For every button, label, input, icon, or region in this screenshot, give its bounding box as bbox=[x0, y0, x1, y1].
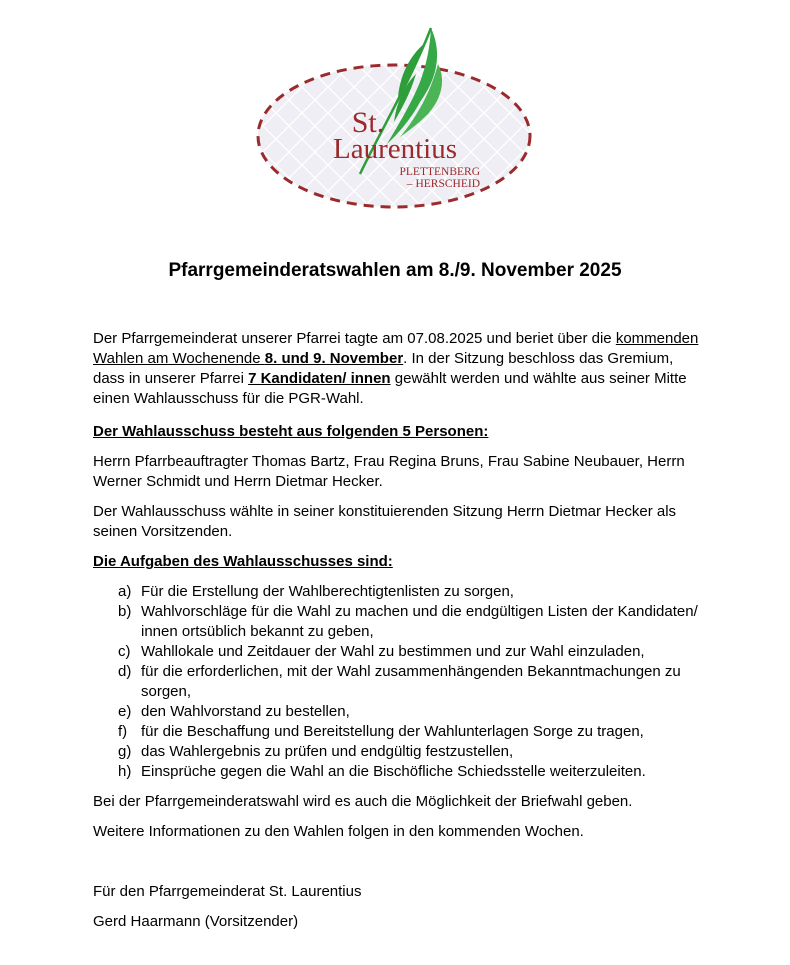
intro-paragraph bbox=[93, 329, 708, 409]
list-marker: e) bbox=[118, 703, 132, 720]
intro-underlined: kommenden Wahlen am Wochenende bbox=[93, 330, 699, 367]
signature: Gerd Haarmann (Vorsitzender) bbox=[93, 913, 299, 930]
list-marker: a) bbox=[118, 583, 132, 600]
list-item-text: Wahlvorschläge für die Wahl zu machen und die endgültigen Listen der Kandidaten/ innen ortsüblich bekannt zu geben, bbox=[141, 603, 698, 640]
list-item bbox=[93, 662, 708, 702]
parish-logo bbox=[250, 22, 540, 214]
list-item bbox=[93, 602, 708, 642]
list-item-text: Einsprüche gegen die Wahl an die Bischöfliche Schiedsstelle weiterzuleiten. bbox=[141, 763, 646, 780]
committee-heading: Der Wahlausschuss besteht aus folgenden 5 Personen: bbox=[93, 423, 489, 440]
list-item-text: für die Beschaffung und Bereitstellung der Wahlunterlagen Sorge zu tragen, bbox=[141, 723, 644, 740]
logo-text-plettenberg: PLETTENBERG bbox=[399, 166, 480, 178]
briefwahl-paragraph: Bei der Pfarrgemeinderatswahl wird es auch die Möglichkeit der Briefwahl geben. bbox=[93, 793, 633, 810]
list-marker: f) bbox=[118, 723, 128, 740]
list-marker: b) bbox=[118, 603, 132, 620]
chair-paragraph: Der Wahlausschuss wählte in seiner konstituierenden Sitzung Herrn Dietmar Hecker als seinen Vorsitzenden. bbox=[93, 503, 677, 540]
intro-date-bold: 8. und 9. November bbox=[264, 350, 404, 367]
page-title: Pfarrgemeinderatswahlen am 8./9. November 2025 bbox=[168, 260, 622, 281]
list-marker: h) bbox=[118, 763, 132, 780]
tasks-heading: Die Aufgaben des Wahlausschusses sind: bbox=[93, 553, 393, 570]
tasks-list bbox=[93, 582, 708, 782]
list-item bbox=[93, 742, 708, 762]
intro-text-2: . In der Sitzung beschloss das Gremium, dass in unserer Pfarrei bbox=[93, 350, 674, 387]
list-marker: c) bbox=[118, 643, 131, 660]
committee-members: Herrn Pfarrbeauftragter Thomas Bartz, Frau Regina Bruns, Frau Sabine Neubauer, Herrn Werner Schmidt und Herrn Dietmar Hecker. bbox=[93, 453, 685, 490]
intro-text-1: Der Pfarrgemeinderat unserer Pfarrei tagte am 07.08.2025 und beriet über die bbox=[93, 330, 616, 347]
intro-candidates-bold: 7 Kandidaten/ innen bbox=[248, 370, 391, 387]
list-item-text: Für die Erstellung der Wahlberechtigtenlisten zu sorgen, bbox=[141, 583, 514, 600]
list-item bbox=[93, 642, 708, 662]
list-item-text: den Wahlvorstand zu bestellen, bbox=[141, 703, 350, 720]
parish-logo-graphic bbox=[250, 22, 540, 214]
logo-text-st: St. bbox=[351, 106, 385, 139]
list-item bbox=[93, 582, 708, 602]
list-item bbox=[93, 702, 708, 722]
list-item-text: für die erforderlichen, mit der Wahl zusammenhängenden Bekanntmachungen zu sorgen, bbox=[141, 663, 681, 700]
list-item bbox=[93, 762, 708, 782]
list-marker: d) bbox=[118, 663, 132, 680]
letter-body bbox=[93, 329, 708, 932]
intro-text-3: gewählt werden und wählte aus seiner Mitte einen Wahlausschuss für die PGR-Wahl. bbox=[93, 370, 687, 407]
logo-text-laurentius: Laurentius bbox=[332, 133, 458, 165]
more-info-paragraph: Weitere Informationen zu den Wahlen folgen in den kommenden Wochen. bbox=[93, 823, 584, 840]
list-item-text: Wahllokale und Zeitdauer der Wahl zu bestimmen und zur Wahl einzuladen, bbox=[141, 643, 645, 660]
list-item-text: das Wahlergebnis zu prüfen und endgültig festzustellen, bbox=[141, 743, 514, 760]
list-item bbox=[93, 722, 708, 742]
signoff: Für den Pfarrgemeinderat St. Laurentius bbox=[93, 883, 362, 900]
list-marker: g) bbox=[118, 743, 132, 760]
logo-text-herscheid: – HERSCHEID bbox=[406, 178, 480, 190]
